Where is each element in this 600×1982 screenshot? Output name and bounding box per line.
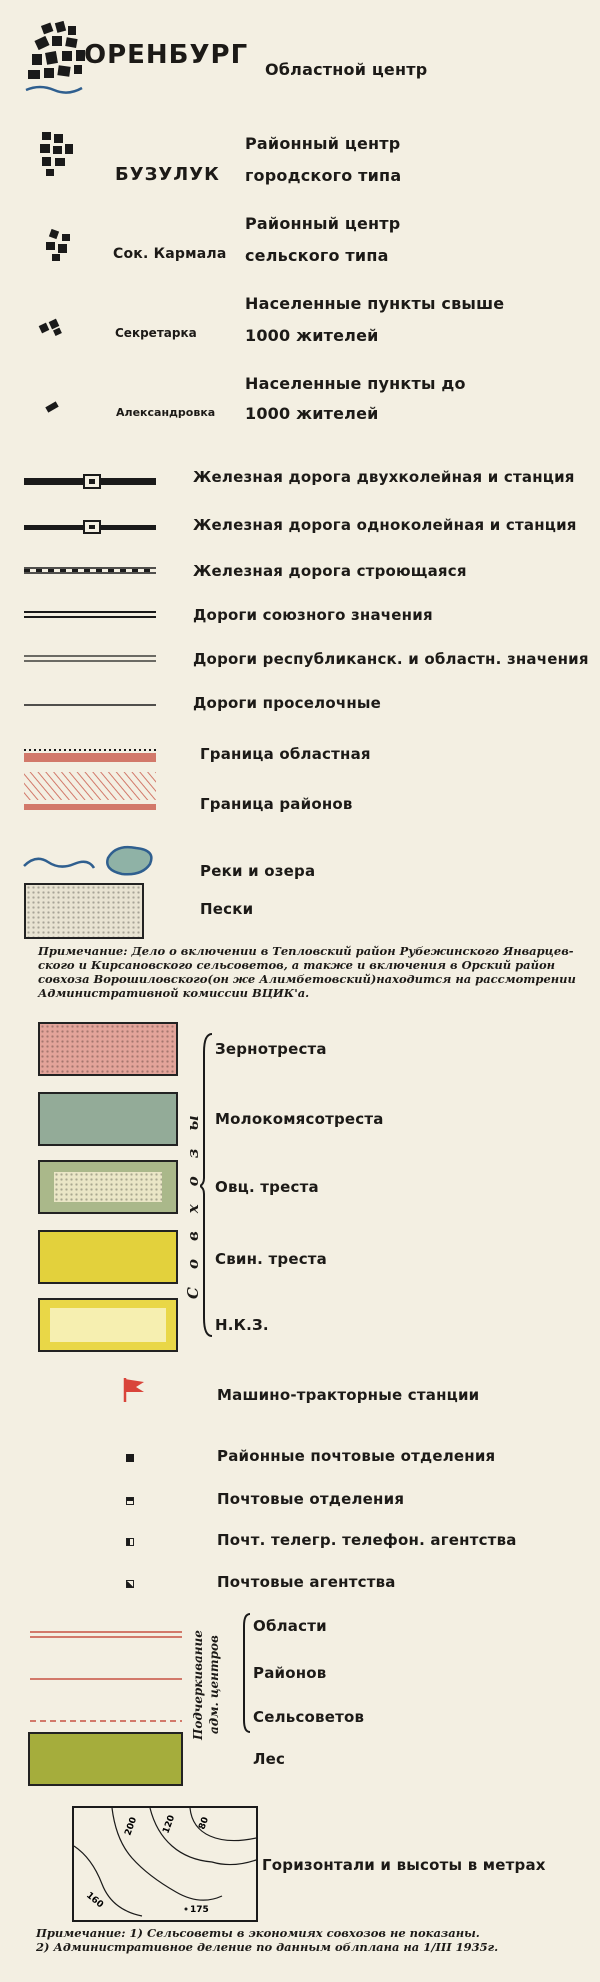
border-oblast-label: Граница областная <box>200 745 371 763</box>
underline-district-label: Районов <box>253 1664 327 1682</box>
sovkhoz-grain-label: Зернотреста <box>215 1040 327 1058</box>
post-telegraph-label: Почт. телегр. телефон. агентства <box>217 1531 517 1549</box>
sovkhoz-nkz-inner <box>50 1308 166 1342</box>
post-district-icon <box>126 1454 134 1462</box>
rail-double-symbol <box>20 470 160 504</box>
rail-building-symbol <box>20 562 160 580</box>
district-rural-name: Сок. Кармала <box>113 246 227 262</box>
underline-vertical-line-2: адм. центров <box>207 1635 221 1735</box>
sovkhoz-grain-swatch <box>38 1022 178 1076</box>
road-country-label: Дороги проселочные <box>193 694 382 712</box>
rail-building-label: Железная дорога строющаяся <box>193 562 467 580</box>
note-1 <box>38 944 593 1000</box>
settlement-small-icon <box>44 400 62 414</box>
note-1-line-1: Примечание: Дело о включении в Тепловский район Рубежинского Январцев- <box>38 944 574 958</box>
over-1000-desc-1: Населенные пункты свыше <box>245 294 505 313</box>
sovkhoz-sheep-label: Овц. треста <box>215 1178 319 1196</box>
note-1-line-3: совхоза Ворошиловского(он же Алимбетовский)находится на рассмотрении <box>38 972 576 986</box>
under-1000-desc-1: Населенные пункты до <box>245 374 466 393</box>
post-telegraph-icon <box>126 1538 134 1546</box>
contour-label-4: 175 <box>190 1905 209 1915</box>
note-1-line-4: Административной комиссии ВЦИК'а. <box>38 986 310 1000</box>
sovkhoz-sheep-inner <box>54 1172 162 1202</box>
underline-vertical-label <box>190 1610 226 1760</box>
oblast-center-name: ОРЕНБУРГ <box>84 40 249 70</box>
contours-label: Горизонтали и высоты в метрах <box>262 1856 546 1874</box>
contour-label-0: 200 <box>123 1815 140 1838</box>
post-office-label: Почтовые отделения <box>217 1490 405 1508</box>
underline-oblast-label: Области <box>253 1617 327 1635</box>
note-2 <box>36 1926 596 1954</box>
road-union-symbol <box>20 608 160 622</box>
over-1000-desc-2: 1000 жителей <box>245 326 379 345</box>
road-union-label: Дороги союзного значения <box>193 606 433 624</box>
sovkhozy-vertical-label: Совхозы <box>184 1097 202 1299</box>
spot-height-icon <box>185 1908 188 1911</box>
sovkhoz-pig-swatch <box>38 1230 178 1284</box>
rail-double-label: Железная дорога двухколейная и станция <box>193 468 575 486</box>
post-office-icon <box>126 1497 134 1505</box>
forest-label: Лес <box>253 1750 286 1768</box>
mts-label: Машино-тракторные станции <box>217 1386 480 1404</box>
contours-symbol <box>72 1806 258 1922</box>
contour-label-2: 80 <box>197 1815 212 1832</box>
border-district-label: Граница районов <box>200 795 353 813</box>
district-rural-desc-2: сельского типа <box>245 246 389 265</box>
underline-symbols <box>26 1624 186 1724</box>
under-1000-name: Александровка <box>116 406 216 419</box>
rail-single-label: Железная дорога одноколейная и станция <box>193 516 577 534</box>
note-2-line-1: Примечание: 1) Сельсоветы в экономиях совхозов не показаны. <box>36 1926 480 1940</box>
settlement-large-icon <box>38 318 66 338</box>
rail-single-symbol <box>20 516 160 540</box>
road-republic-symbol <box>20 652 160 666</box>
road-country-symbol <box>20 700 160 710</box>
mts-flag-icon <box>122 1376 148 1404</box>
oblast-center-desc: Областной центр <box>265 60 428 79</box>
underline-vertical-line-1: Подчеркивание <box>191 1630 205 1740</box>
sovkhoz-nkz-label: Н.К.З. <box>215 1316 269 1334</box>
village-block-icon <box>44 228 80 264</box>
district-rural-desc-1: Районный центр <box>245 214 401 233</box>
underline-brace <box>240 1612 252 1734</box>
border-oblast-symbol <box>20 746 160 766</box>
sovkhoz-pig-label: Свин. треста <box>215 1250 328 1268</box>
under-1000-desc-2: 1000 жителей <box>245 404 379 423</box>
sovkhoz-dairy-label: Молокомясотреста <box>215 1110 384 1128</box>
contour-label-1: 120 <box>161 1813 178 1836</box>
post-agency-icon <box>126 1580 134 1588</box>
post-district-label: Районные почтовые отделения <box>217 1447 496 1465</box>
note-2-line-2: 2) Административное деление по данным облплана на 1/III 1935г. <box>36 1940 499 1954</box>
district-urban-desc-1: Районный центр <box>245 134 401 153</box>
over-1000-name: Секретарка <box>115 326 197 340</box>
sovkhoz-dairy-swatch <box>38 1092 178 1146</box>
road-republic-label: Дороги республиканск. и областн. значения <box>193 650 589 668</box>
contour-label-3: 160 <box>84 1890 105 1911</box>
sovkhoz-nkz-swatch <box>38 1298 178 1352</box>
sovkhozy-brace <box>200 1032 216 1338</box>
district-urban-name: БУЗУЛУК <box>115 164 220 185</box>
district-urban-desc-2: городского типа <box>245 166 402 185</box>
underline-selsovet-label: Сельсоветов <box>253 1708 365 1726</box>
town-block-icon <box>38 130 80 178</box>
water-symbol <box>20 840 160 882</box>
forest-swatch <box>28 1732 183 1786</box>
note-1-line-2: ского и Кирсановского сельсоветов, а также и включения в Орский район <box>38 958 556 972</box>
sovkhoz-sheep-swatch <box>38 1160 178 1214</box>
sand-label: Пески <box>200 900 254 918</box>
sand-swatch <box>24 883 144 939</box>
water-label: Реки и озера <box>200 862 316 880</box>
border-district-symbol <box>20 770 160 814</box>
post-agency-label: Почтовые агентства <box>217 1573 396 1591</box>
